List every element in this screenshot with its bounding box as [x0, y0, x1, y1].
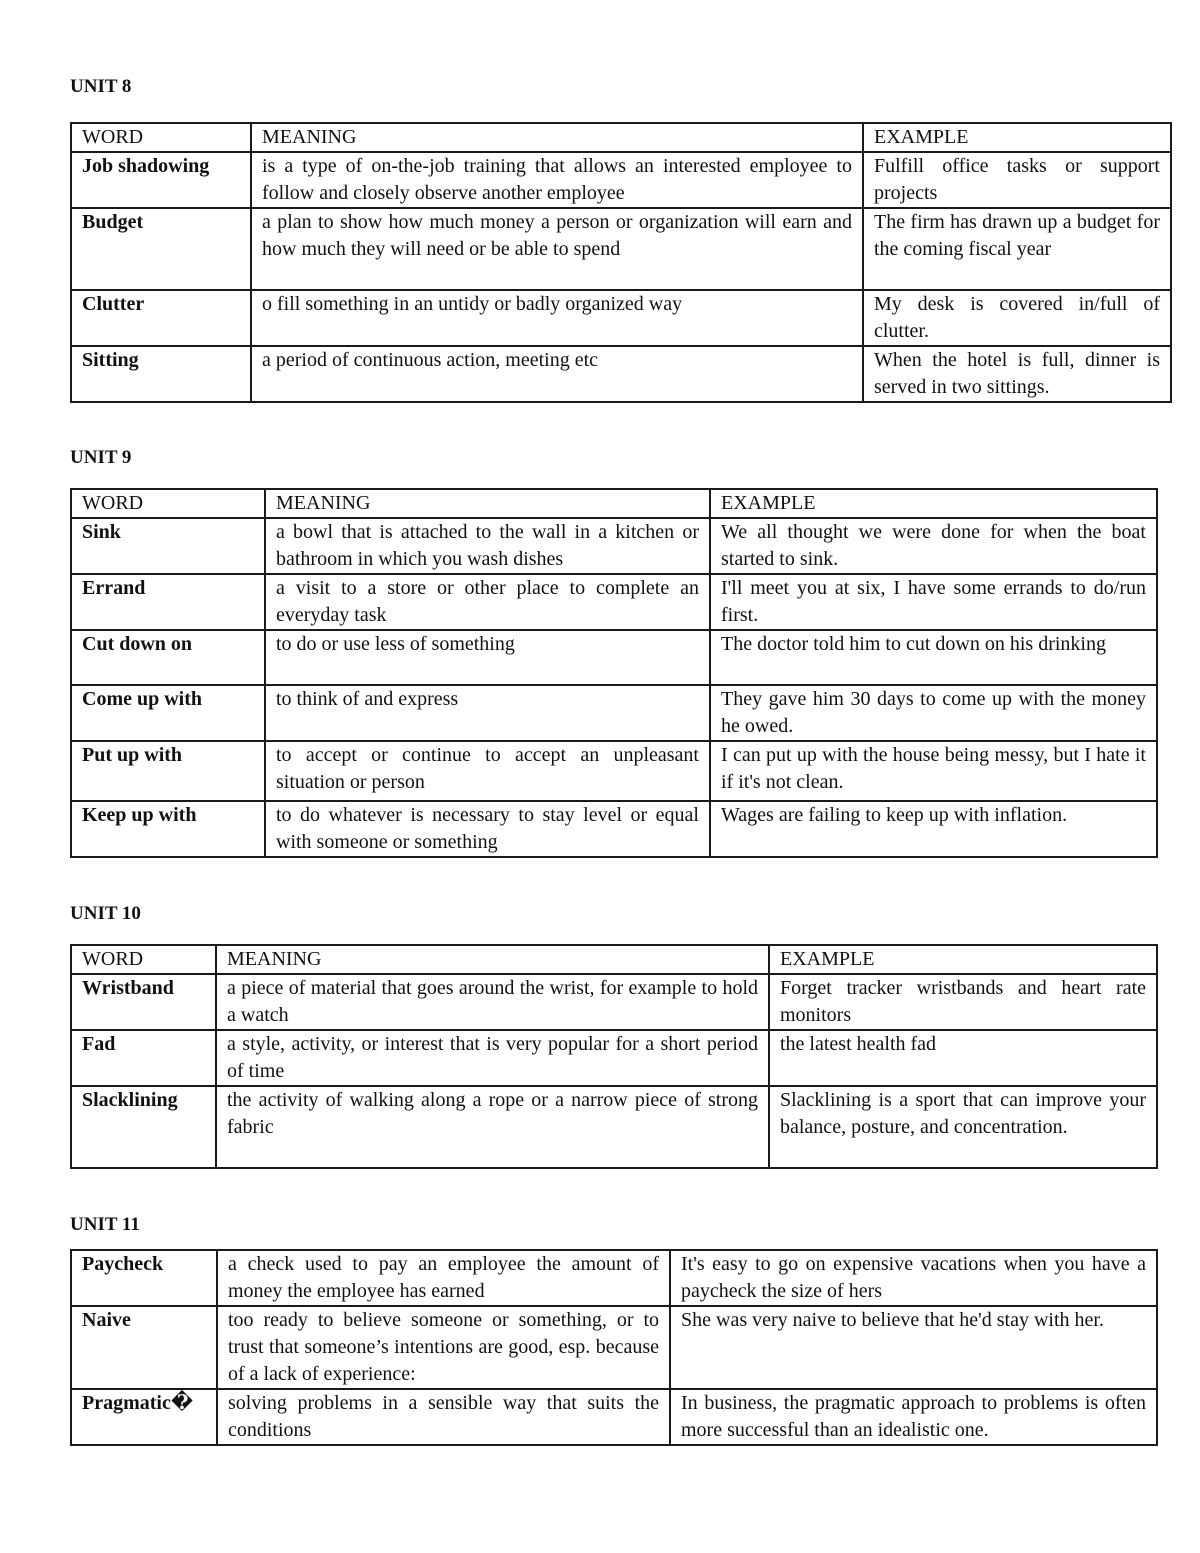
meaning-cell: to think of and express: [265, 685, 710, 741]
meaning-cell: solving problems in a sensible way that suits the conditions: [217, 1389, 670, 1445]
meaning-cell: a piece of material that goes around the wrist, for example to hold a watch: [216, 974, 769, 1030]
table-header-row: [71, 123, 1171, 152]
table-row: [71, 1030, 1157, 1086]
meaning-cell: a visit to a store or other place to complete an everyday task: [265, 574, 710, 630]
example-cell: Fulfill office tasks or support projects: [863, 152, 1171, 208]
table-row: [71, 801, 1157, 857]
example-cell: The firm has drawn up a budget for the coming fiscal year: [863, 208, 1171, 290]
word-cell: Wristband: [71, 974, 216, 1030]
table-row: [71, 630, 1157, 685]
unit-11-vocab-table: [70, 1249, 1158, 1446]
example-cell: They gave him 30 days to come up with the money he owed.: [710, 685, 1157, 741]
table-row: [71, 741, 1157, 801]
word-cell: Budget: [71, 208, 251, 290]
example-column-header: EXAMPLE: [769, 945, 1157, 974]
unit-9-vocab-table: [70, 488, 1158, 858]
word-column-header: WORD: [71, 489, 265, 518]
meaning-column-header: MEANING: [251, 123, 863, 152]
example-cell: Wages are failing to keep up with inflation.: [710, 801, 1157, 857]
table-row: [71, 1250, 1157, 1306]
word-cell: Keep up with: [71, 801, 265, 857]
word-cell: Job shadowing: [71, 152, 251, 208]
word-cell: Cut down on: [71, 630, 265, 685]
meaning-cell: to do whatever is necessary to stay level or equal with someone or something: [265, 801, 710, 857]
meaning-cell: too ready to believe someone or something, or to trust that someone’s intentions are good, esp. because of a lack of experience:: [217, 1306, 670, 1389]
unit-11-title: UNIT 11: [70, 1214, 140, 1235]
table-header-row: [71, 489, 1157, 518]
table-row: [71, 574, 1157, 630]
word-cell: Sitting: [71, 346, 251, 402]
table-row: [71, 346, 1171, 402]
table-row: [71, 1389, 1157, 1445]
example-cell: In business, the pragmatic approach to problems is often more successful than an idealistic one.: [670, 1389, 1157, 1445]
meaning-cell: a check used to pay an employee the amount of money the employee has earned: [217, 1250, 670, 1306]
example-cell: I'll meet you at six, I have some errands to do/run first.: [710, 574, 1157, 630]
table-row: [71, 290, 1171, 346]
word-cell: Clutter: [71, 290, 251, 346]
example-cell: We all thought we were done for when the boat started to sink.: [710, 518, 1157, 574]
unit-10-vocab-table: [70, 944, 1158, 1169]
word-cell: Pragmatic�: [71, 1389, 217, 1445]
example-cell: Forget tracker wristbands and heart rate monitors: [769, 974, 1157, 1030]
word-cell: Sink: [71, 518, 265, 574]
example-cell: When the hotel is full, dinner is served in two sittings.: [863, 346, 1171, 402]
word-cell: Errand: [71, 574, 265, 630]
word-cell: Slacklining: [71, 1086, 216, 1168]
unit-8-vocab-table: [70, 122, 1172, 403]
word-cell: Come up with: [71, 685, 265, 741]
table-row: [71, 685, 1157, 741]
table-row: [71, 208, 1171, 290]
unit-9-title: UNIT 9: [70, 447, 132, 468]
example-cell: It's easy to go on expensive vacations when you have a paycheck the size of hers: [670, 1250, 1157, 1306]
meaning-cell: the activity of walking along a rope or a narrow piece of strong fabric: [216, 1086, 769, 1168]
meaning-cell: is a type of on-the-job training that allows an interested employee to follow and closely observe another employee: [251, 152, 863, 208]
meaning-cell: a plan to show how much money a person or organization will earn and how much they will need or be able to spend: [251, 208, 863, 290]
example-cell: The doctor told him to cut down on his drinking: [710, 630, 1157, 685]
example-cell: She was very naive to believe that he'd stay with her.: [670, 1306, 1157, 1389]
meaning-cell: a period of continuous action, meeting etc: [251, 346, 863, 402]
table-row: [71, 152, 1171, 208]
example-cell: I can put up with the house being messy, but I hate it if it's not clean.: [710, 741, 1157, 801]
word-cell: Paycheck: [71, 1250, 217, 1306]
word-column-header: WORD: [71, 945, 216, 974]
table-row: [71, 1306, 1157, 1389]
word-column-header: WORD: [71, 123, 251, 152]
meaning-cell: a style, activity, or interest that is very popular for a short period of time: [216, 1030, 769, 1086]
example-column-header: EXAMPLE: [863, 123, 1171, 152]
unit-10-title: UNIT 10: [70, 903, 141, 924]
meaning-cell: o fill something in an untidy or badly organized way: [251, 290, 863, 346]
meaning-column-header: MEANING: [216, 945, 769, 974]
example-column-header: EXAMPLE: [710, 489, 1157, 518]
example-cell: the latest health fad: [769, 1030, 1157, 1086]
table-row: [71, 518, 1157, 574]
unit-8-title: UNIT 8: [70, 76, 132, 97]
table-row: [71, 1086, 1157, 1168]
meaning-cell: to accept or continue to accept an unpleasant situation or person: [265, 741, 710, 801]
table-header-row: [71, 945, 1157, 974]
table-row: [71, 974, 1157, 1030]
meaning-cell: a bowl that is attached to the wall in a kitchen or bathroom in which you wash dishes: [265, 518, 710, 574]
meaning-column-header: MEANING: [265, 489, 710, 518]
word-cell: Naive: [71, 1306, 217, 1389]
meaning-cell: to do or use less of something: [265, 630, 710, 685]
word-cell: Put up with: [71, 741, 265, 801]
example-cell: Slacklining is a sport that can improve your balance, posture, and concentration.: [769, 1086, 1157, 1168]
word-cell: Fad: [71, 1030, 216, 1086]
example-cell: My desk is covered in/full of clutter.: [863, 290, 1171, 346]
